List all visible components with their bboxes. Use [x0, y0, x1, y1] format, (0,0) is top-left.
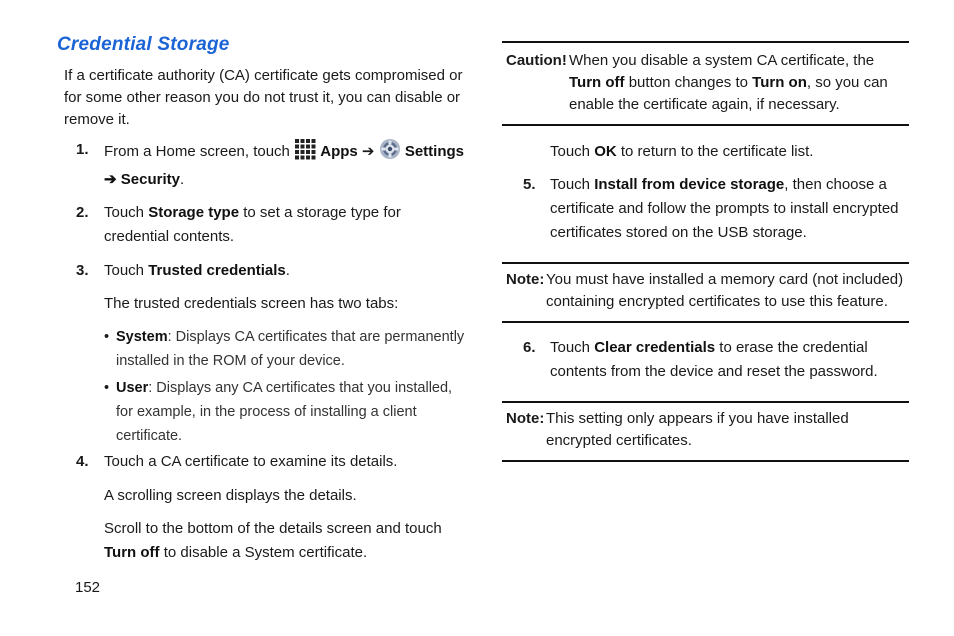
step-number: 2.	[76, 204, 89, 221]
step-text: Touch	[104, 204, 149, 221]
step-text: Touch a CA certificate to examine its details.	[104, 453, 398, 470]
step-end: .	[179, 171, 185, 188]
step-number: 6.	[523, 339, 536, 356]
touch-ok-pre: Touch	[550, 143, 595, 160]
step-number: 4.	[76, 453, 89, 470]
bullet-label: System	[116, 329, 168, 345]
step-2	[56, 201, 466, 249]
step-1	[56, 138, 466, 192]
note-box-1	[502, 264, 909, 321]
bullet-text: : Displays any CA certificates that you installed, for example, in the process of installing a client certificate.	[116, 380, 453, 444]
step-3-subtext: The trusted credentials screen has two tabs:	[104, 295, 399, 312]
right-column	[502, 41, 909, 462]
step-number: 3.	[76, 262, 89, 279]
settings-gear-icon	[379, 138, 401, 168]
arrow-symbol: ➔	[357, 143, 379, 160]
bullet-system	[56, 325, 466, 373]
turn-off-label: Turn off	[104, 544, 160, 561]
caution-text: When you disable a system CA certificate, the	[569, 52, 875, 69]
settings-label: Settings	[404, 143, 465, 160]
section-title: Credential Storage	[57, 34, 230, 55]
turn-off-label: Turn off	[569, 74, 625, 91]
caution-label: Caution!	[506, 52, 567, 69]
step-text: From a Home screen, touch	[104, 143, 295, 160]
step-text: Touch	[550, 176, 595, 193]
subtext-pre: Scroll to the bottom of the details screen and touch	[104, 520, 442, 537]
apps-grid-icon	[294, 138, 316, 168]
step-text: Touch	[104, 262, 149, 279]
apps-label: Apps	[320, 143, 358, 160]
note-text: You must have installed a memory card (not included) containing encrypted certificates to use this feature.	[546, 271, 904, 310]
note-label: Note:	[506, 410, 545, 427]
intro-paragraph: If a certificate authority (CA) certificate gets compromised or for some other reason you do not trust it, you can disable or remove it.	[64, 67, 463, 128]
subtext-post: to disable a System certificate.	[159, 544, 368, 561]
caution-box	[502, 43, 909, 124]
note1-bottom-rule	[502, 321, 909, 323]
step-6	[502, 336, 909, 384]
trusted-credentials-label: Trusted credentials	[148, 262, 286, 279]
security-label: Security	[120, 171, 180, 188]
arrow-symbol-2: ➔	[104, 171, 121, 188]
step-number: 1.	[76, 141, 89, 158]
caution-bottom-rule	[502, 124, 909, 126]
step-4	[56, 450, 466, 474]
touch-ok-post: to return to the certificate list.	[616, 143, 814, 160]
bullet-dot: •	[104, 380, 110, 396]
page-number: 152	[75, 579, 101, 596]
clear-credentials-label: Clear credentials	[594, 339, 716, 356]
step-text-post: to set a storage type for credential contents.	[104, 204, 401, 245]
step-text-post: , then choose a certificate and follow the prompts to install encrypted certificates stored on the USB storage.	[550, 176, 899, 241]
touch-ok-text	[502, 140, 909, 164]
note2-bottom-rule	[502, 460, 909, 462]
caution-text-post: , so you can enable the certificate again, if necessary.	[569, 74, 888, 113]
bullet-text: : Displays CA certificates that are permanently installed in the ROM of your device.	[116, 329, 465, 369]
turn-on-label: Turn on	[752, 74, 807, 91]
left-column	[56, 34, 466, 565]
step-4-subtext-2	[56, 517, 466, 565]
ok-label: OK	[594, 143, 617, 160]
bullet-dot: •	[104, 329, 110, 345]
note-box-2	[502, 403, 909, 460]
note-text: This setting only appears if you have installed encrypted certificates.	[546, 410, 849, 449]
step-4-subtext-1: A scrolling screen displays the details.	[104, 487, 357, 504]
step-text-post: to erase the credential contents from the device and reset the password.	[550, 339, 878, 380]
bullet-label: User	[116, 380, 149, 396]
step-number: 5.	[523, 176, 536, 193]
step-5	[502, 173, 909, 245]
step-3	[56, 259, 466, 283]
step-text: Touch	[550, 339, 595, 356]
caution-text-mid: button changes to	[624, 74, 753, 91]
note-label: Note:	[506, 271, 545, 288]
storage-type-label: Storage type	[148, 204, 240, 221]
install-from-device-storage-label: Install from device storage	[594, 176, 785, 193]
step-text-post: .	[285, 262, 290, 279]
bullet-user	[56, 376, 466, 448]
